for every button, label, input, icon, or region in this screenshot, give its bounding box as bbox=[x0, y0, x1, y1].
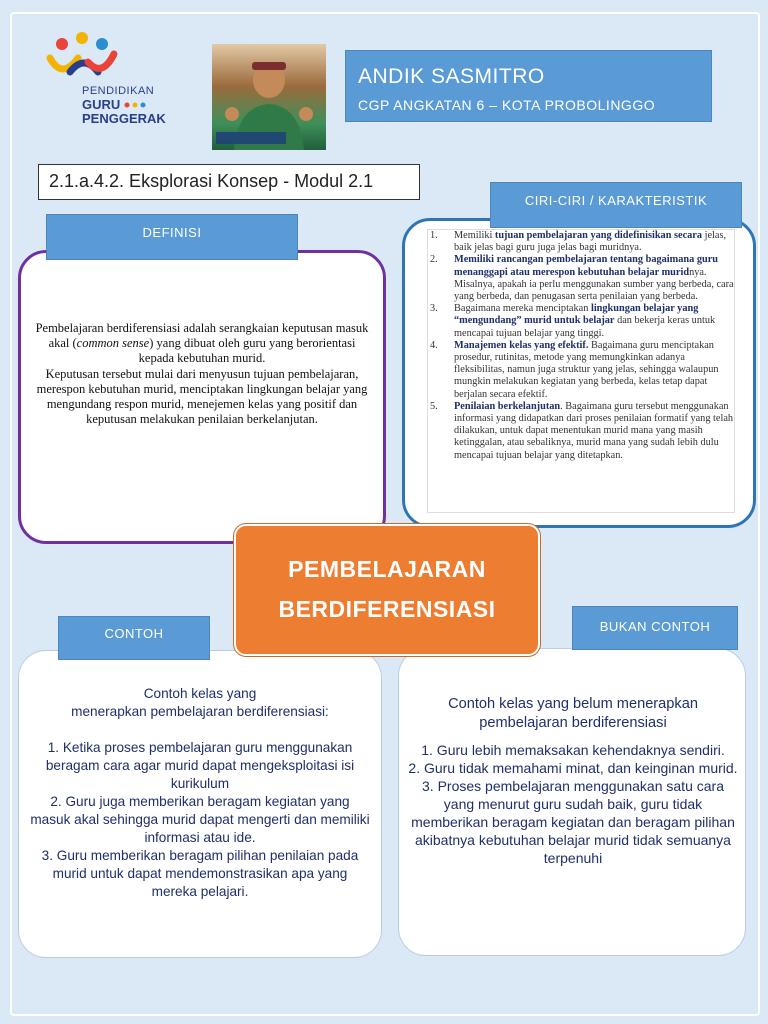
ciri-list bbox=[428, 230, 734, 462]
ciri-item-post: dan bekerja keras untuk mencapai tujuan belajar yang tinggi. bbox=[454, 315, 716, 339]
bukan-contoh-label: BUKAN CONTOH bbox=[572, 606, 738, 650]
page-title-box bbox=[38, 164, 420, 200]
contoh-card bbox=[18, 650, 382, 958]
ciri-item-bold: Manajemen kelas yang efektif. bbox=[454, 339, 589, 351]
bukan-contoh-card bbox=[398, 648, 746, 956]
logo-line-2: GURU bbox=[82, 97, 121, 112]
logo-dots-icon bbox=[123, 98, 153, 112]
ciri-label: CIRI-CIRI / KARAKTERISTIK bbox=[490, 182, 742, 228]
ciri-item bbox=[428, 254, 734, 303]
author-header bbox=[345, 50, 712, 122]
central-topic-line-2: BERDIFERENSIASI bbox=[278, 596, 496, 622]
definisi-p1-b: ) yang dibuat oleh guru yang berorientasi kepada kebutuhan murid. bbox=[138, 336, 356, 366]
ciri-inner-box bbox=[427, 229, 735, 513]
ciri-item-num: 1. bbox=[430, 230, 438, 241]
contoh-intro-1: Contoh kelas yang bbox=[143, 686, 257, 701]
definisi-p2: Keputusan tersebut mulai dari menyusun tujuan pembelajaran, merespon kebutuhan murid, menciptakan lingkungan belajar yang mengundang respon murid, menejemen kelas yang positif dan keputusan melakukan penilaian berkelanjutan. bbox=[36, 366, 368, 427]
ciri-item bbox=[428, 401, 734, 462]
contoh-text bbox=[29, 685, 371, 901]
central-topic-box bbox=[234, 524, 540, 656]
bukan-item: 3. Proses pembelajaran menggunakan satu cara yang menurut guru sudah baik, guru tidak memberikan beragam kegiatan dan beragam pilihan akibatnya kebutuhan belajar murid tidak semuanya terpenuhi bbox=[411, 778, 735, 866]
definisi-card bbox=[18, 250, 386, 544]
ciri-item-num: 3. bbox=[430, 303, 438, 315]
author-photo bbox=[212, 44, 326, 150]
ciri-item bbox=[428, 303, 734, 340]
ciri-item-pre: Bagaimana mereka menciptakan bbox=[454, 303, 591, 315]
ciri-item-post: nya. Misalnya, apakah ia perlu menggunakan sumber yang berbeda, cara yang berbeda, dan penugasan serta penilaian yang berbeda. bbox=[454, 266, 734, 303]
ciri-item-post: Bagaimana guru menciptakan prosedur, rutinitas, metode yang memungkinkan adanya fleksibilitas, namun juga struktur yang jelas, sehingga walaupun mungkin melakukan kegiatan yang berbeda, kelas tetap dapat berjalan secara efektif. bbox=[454, 339, 719, 400]
ciri-item-pre: Memiliki bbox=[454, 230, 495, 241]
ciri-item-num: 2. bbox=[430, 254, 438, 266]
author-subtitle: CGP ANGKATAN 6 – KOTA PROBOLINGGO bbox=[358, 97, 656, 113]
bukan-item: 2. Guru tidak memahami minat, dan keinginan murid. bbox=[408, 760, 738, 776]
logo-mark-icon bbox=[40, 32, 190, 92]
page-title: 2.1.a.4.2. Eksplorasi Konsep - Modul 2.1 bbox=[49, 171, 374, 191]
ciri-item-num: 4. bbox=[430, 339, 438, 351]
ciri-item bbox=[428, 340, 734, 401]
bukan-contoh-text bbox=[405, 695, 741, 867]
bukan-item: 1. Guru lebih memaksakan kehendaknya sendiri. bbox=[421, 742, 725, 758]
ciri-item-num: 5. bbox=[430, 400, 438, 412]
contoh-intro-2: menerapkan pembelajaran berdiferensiasi: bbox=[71, 704, 329, 719]
ciri-item-bold: Memiliki rancangan pembelajaran tentang bagaimana guru menanggapi atau merespon kebutuhan belajar murid bbox=[454, 254, 719, 278]
ciri-item-bold: tujuan pembelajaran yang didefinisikan secara bbox=[494, 230, 703, 241]
ciri-item bbox=[428, 230, 734, 254]
pendidikan-guru-penggerak-logo bbox=[40, 32, 190, 132]
definisi-p1-a: Pembelajaran berdiferensiasi adalah serangkaian keputusan masuk akal ( bbox=[35, 321, 369, 351]
ciri-item-post: jelas, baik jelas bagi guru juga jelas bagi muridnya. bbox=[454, 230, 727, 254]
definisi-label: DEFINISI bbox=[46, 214, 298, 260]
logo-line-1: PENDIDIKAN bbox=[82, 85, 155, 97]
ciri-card bbox=[402, 218, 756, 528]
author-name: ANDIK SASMITRO bbox=[358, 65, 545, 88]
ciri-item-bold: Penilaian berkelanjutan bbox=[454, 400, 561, 412]
definisi-text bbox=[35, 321, 369, 427]
contoh-item: 1. Ketika proses pembelajaran guru menggunakan beragam cara agar murid dapat mengeksploitasi isi kurikulum bbox=[45, 740, 355, 791]
bukan-intro: Contoh kelas yang belum menerapkan pembelajaran berdiferensiasi bbox=[448, 696, 698, 731]
person-photo-icon bbox=[212, 44, 326, 150]
contoh-item: 3. Guru memberikan beragam pilihan penilaian pada murid untuk dapat mendemonstrasikan apa yang mereka pelajari. bbox=[41, 848, 359, 899]
definisi-p1-em: common sense bbox=[76, 336, 150, 351]
contoh-item: 2. Guru juga memberikan beragam kegiatan yang masuk akal sehingga murid dapat mengerti dan memiliki informasi atau ide. bbox=[30, 794, 370, 845]
ciri-item-bold: lingkungan belajar yang “mengundang” murid untuk belajar bbox=[454, 303, 699, 327]
ciri-item-post: . Bagaimana guru tersebut menggunakan informasi yang didapatkan dari proses penilaian formatif yang telah dilakukan, untuk dapat menentukan murid mana yang masih ketinggalan, atau sebaliknya, murid mana yang sudah lebih dulu mencapai tujuan belajar yang ditetapkan. bbox=[454, 400, 734, 461]
contoh-label: CONTOH bbox=[58, 616, 210, 660]
logo-text bbox=[82, 84, 166, 126]
central-topic-line-1: PEMBELAJARAN bbox=[288, 556, 486, 582]
logo-line-3: PENGGERAK bbox=[82, 111, 166, 126]
